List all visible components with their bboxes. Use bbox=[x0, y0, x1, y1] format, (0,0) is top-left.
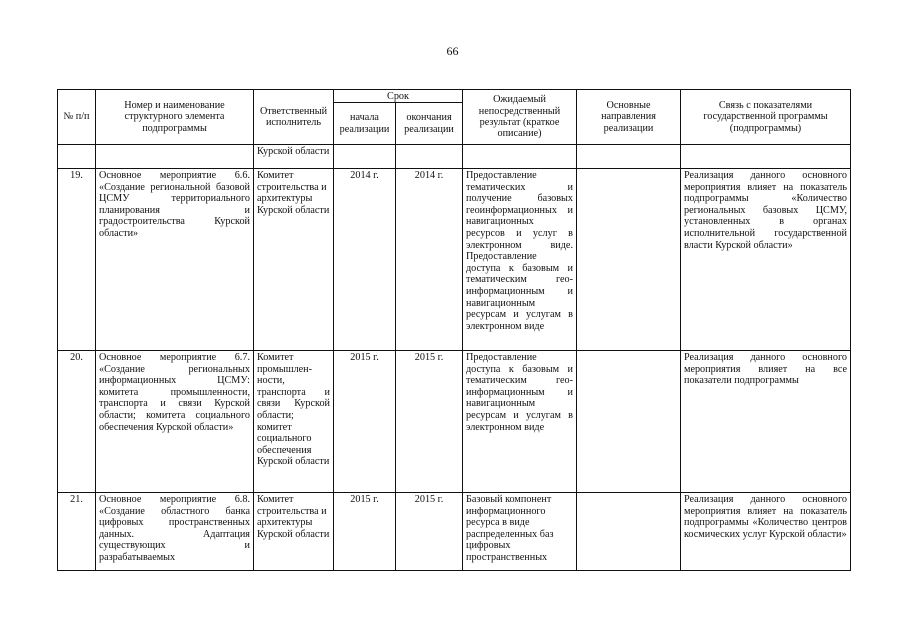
header-num: № п/п bbox=[58, 90, 96, 145]
table-row bbox=[58, 169, 851, 351]
start-year: 2015 г. bbox=[334, 493, 396, 571]
event-name: Основное мероприятие 6.6. «Создание региональной базовой ЦСМУ территориального планирования и градостроительства Курской области» bbox=[96, 169, 254, 351]
header-term: Срок bbox=[334, 90, 463, 103]
table-row bbox=[58, 493, 851, 571]
expected-result: Предоставление тематических и получение базовых геоинформационных и навигационных ресурсов и услуг в электронном виде. Предоставление доступа к базовым и тематическим гео-информационным и навигационным ресурсам и услугам в электронном виде bbox=[463, 169, 577, 351]
expected-result: Базовый компонент информационного ресурса в виде распределенных баз цифровых пространственных bbox=[463, 493, 577, 571]
start-year: 2014 г. bbox=[334, 169, 396, 351]
event-name: Основное мероприятие 6.7. «Создание региональных информационных ЦСМУ: комитета промышленности, транспорта и связи Курской области; комитета социального обеспечения Курской области» bbox=[96, 351, 254, 493]
header-start: начала реализации bbox=[334, 103, 396, 145]
header-name: Номер и наименование структурного элемента подпрограммы bbox=[96, 90, 254, 145]
indicator-link: Реализация данного основного мероприятия влияет на показатель подпрограммы «Количество региональных базовых ЦСМУ, установленных в органах исполнительной государственной власти Курской области» bbox=[681, 169, 851, 351]
start-year: 2015 г. bbox=[334, 351, 396, 493]
end-year: 2015 г. bbox=[396, 493, 463, 571]
row-number: 21. bbox=[58, 493, 96, 571]
header-responsible: Ответственный исполнитель bbox=[254, 90, 334, 145]
row-number: 19. bbox=[58, 169, 96, 351]
page-number: 66 bbox=[446, 44, 459, 58]
main-directions bbox=[577, 351, 681, 493]
program-table bbox=[57, 89, 851, 571]
responsible-cell: Курской области bbox=[254, 145, 334, 169]
responsible-cell: Комитет строительства и архитектуры Курской области bbox=[254, 169, 334, 351]
row-number: 20. bbox=[58, 351, 96, 493]
header-directions: Основные направления реализации bbox=[577, 90, 681, 145]
responsible-cell: Комитет строительства и архитектуры Курской области bbox=[254, 493, 334, 571]
main-directions bbox=[577, 493, 681, 571]
header-link: Связь с показателями государственной программы (подпрограммы) bbox=[681, 90, 851, 145]
end-year: 2014 г. bbox=[396, 169, 463, 351]
end-year: 2015 г. bbox=[396, 351, 463, 493]
main-directions bbox=[577, 169, 681, 351]
header-end: окончания реализации bbox=[396, 103, 463, 145]
expected-result: Предоставление доступа к базовым и тематическим гео-информационным и навигационным ресурсам и услугам в электронном виде bbox=[463, 351, 577, 493]
table-row bbox=[58, 351, 851, 493]
responsible-cell: Комитет промышлен-ности, транспорта и связи Курской области; комитет социального обеспечения Курской области bbox=[254, 351, 334, 493]
indicator-link: Реализация данного основного мероприятия влияет на все показатели подпрограммы bbox=[681, 351, 851, 493]
event-name: Основное мероприятие 6.8. «Создание областного банка цифровых пространственных данных. Адаптация существующих и разрабатываемых bbox=[96, 493, 254, 571]
indicator-link: Реализация данного основного мероприятия влияет на показатель подпрограммы «Количество центров космических услуг Курской области» bbox=[681, 493, 851, 571]
table-row-continued bbox=[58, 145, 851, 169]
header-result: Ожидаемый непосредственный результат (краткое описание) bbox=[463, 90, 577, 145]
